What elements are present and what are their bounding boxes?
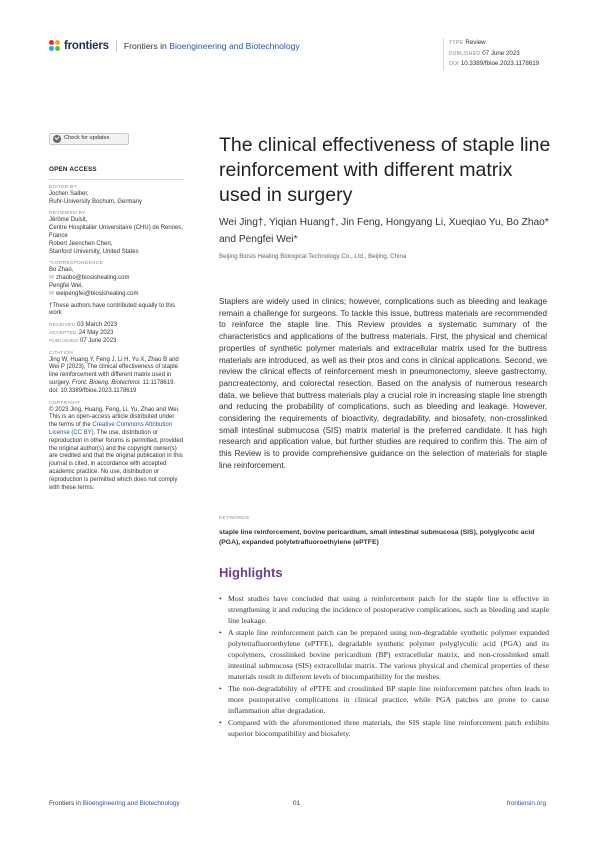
- keywords-label: KEYWORDS: [219, 516, 250, 521]
- abstract: Staplers are widely used in clinics; however, complications such as bleeding and leakage remain a challenge for surgeons. To tackle this issue, buttress materials are recommended to reinforce the staple line. This Review provides a systematic summary of the characteristics and applications of the buttress materials. First, the physical and chemical properties of synthetic polymer materials and extracellular matrix used for the buttress materials are introduced, as well as their pros and cons in clinical applications. Second, we review the clinical effects of reinforcement mesh in pneumonectomy, sleeve gastrectomy, pancreatectomy, and colorectal resection. Based on the analysis of numerous research data, we believe that buttress materials play a crucial role in increasing staple line strength and reducing the probability of complications, such as bleeding and leakage. However, considering the requirements of bioactivity, degradability, and biosafety, non-crosslinked small intestinal submucosa (SIS) matrix material is the preferred candidate. It has high research and application value, but further studies are required to confirm this. The aim of this Review is to provide comprehensive guidance on the selection of materials for staple line reinforcement.: [219, 297, 547, 470]
- journal-name: Bioengineering and Biotechnology: [169, 41, 300, 51]
- article-title: The clinical effectiveness of staple line reinforcement with different matrix used in surgery: [219, 134, 551, 206]
- divider: [49, 179, 184, 180]
- citation: CITATION Jing W, Huang Y, Feng J, Li H, Yu X, Zhao B and Wei P (2023), The clinical effectiveness of staple line reinforcement with different matrix used in surgery. Front. Bioeng. Biotechnol. 11:1178619. doi: 10.3389/fbioe.2023.1178619: [49, 350, 179, 394]
- license-link[interactable]: Creative Commons Attribution License (CC BY): [49, 422, 173, 436]
- highlight-item: • The non-degradability of ePTFE and crosslinked BP staple line reinforcement patches often leads to more postoperative complications in clinical practice, while PGA patches are prone to cause inflammation after degradation.: [219, 683, 549, 716]
- email-zhao[interactable]: ✉ zhaobo@biosishealing.com: [49, 275, 130, 282]
- dates: [49, 322, 184, 345]
- copyright: COPYRIGHT © 2023 Jing, Huang, Feng, Li, Yu, Zhao and Wei. This is an open-access article distributed under the terms of the Creative Commons Attribution License (CC BY). The use, distribution or reproduction in other forums is permitted, provided the original author(s) and the copyright owner(s) are credited and that the original publication in this journal is cited, in accordance with accepted academic practice. No use, distribution or reproduction is permitted which does not comply with these terms.: [49, 400, 184, 491]
- reviewed-by: REVIEWED BY Jérôme Duisit, Centre Hospitalier Universitaire (CHU) de Rennes, France Robert Jeenchen Chen, Stanford University, United States: [49, 211, 184, 255]
- frontiers-logo[interactable]: [49, 40, 300, 52]
- keywords: staple line reinforcement, bovine pericardium, small intestinal submucosa (SIS), polyglycolic acid (PGA), expanded polytetrafluoroethylene (ePTFE): [219, 529, 535, 546]
- logo-divider: [116, 40, 117, 52]
- highlights-heading: Highlights: [219, 565, 283, 580]
- checkmark-icon: [53, 135, 61, 143]
- footer-journal: Frontiers in Bioengineering and Biotechnology: [49, 800, 180, 807]
- email-icon: ✉: [49, 275, 55, 282]
- page-number: 01: [293, 800, 301, 807]
- logo-text: frontiers: [64, 40, 109, 52]
- email-wei[interactable]: ✉ weipengfei@biosishealing.com: [49, 290, 139, 297]
- journal-prefix: Frontiers in: [123, 41, 170, 51]
- edited-by: EDITED BY Jochen Salber, Ruhr-University Bochum, Germany: [49, 184, 143, 205]
- published-date: PUBLISHED 07 June 2023: [49, 337, 117, 344]
- email-icon: ✉: [49, 290, 55, 297]
- highlights-list: [219, 593, 549, 740]
- article-authors: Wei Jing†, Yiqian Huang†, Jin Feng, Hongyang Li, Xueqiao Yu, Bo Zhao* and Pengfei Wei*: [219, 217, 549, 245]
- meta-doi[interactable]: DOI 10.3389/fbioe.2023.1178619: [449, 60, 540, 67]
- received-date: RECEIVED 03 March 2023: [49, 322, 118, 329]
- article-meta: [443, 38, 539, 70]
- correspondence: *CORRESPONDENCE Bo Zhao, ✉ zhaobo@biosishealing.com Pengfei Wei, ✉ weipengfei@biosishealing.com: [49, 260, 184, 298]
- page-header: [49, 38, 546, 67]
- page-footer: [49, 800, 546, 807]
- highlight-item: • Compared with the aforementioned three materials, the SIS staple line reinforcement patch exhibits superior biocompatibility and biosafety.: [219, 717, 549, 739]
- open-access-label: OPEN ACCESS: [49, 166, 97, 173]
- meta-type: TYPE Review: [449, 39, 486, 46]
- sidebar: [49, 133, 184, 496]
- meta-published: PUBLISHED 07 June 2023: [449, 49, 520, 57]
- accepted-date: ACCEPTED 24 May 2023: [49, 329, 114, 336]
- check-for-updates-label: Check for updates: [64, 135, 110, 142]
- highlight-item: • Most studies have concluded that using a reinforcement patch for the staple line is effective in strengthening it and reducing the incidence of postoperative complications, such as bleeding and staple line leakage.: [219, 593, 549, 626]
- footer-site-link[interactable]: frontiersin.org: [506, 800, 546, 807]
- journal-title: [124, 41, 300, 51]
- check-for-updates-button[interactable]: [49, 133, 129, 145]
- author-affiliation: Beijing Biosis Healing Biological Technology Co., Ltd., Beijing, China: [219, 253, 407, 260]
- highlight-item: • A staple line reinforcement patch can be prepared using non-degradable synthetic polymer expanded polytetrafluoroethylene (ePTFE), degradable synthetic polymer polyglycolic acid (PGA) and its copolymers, crosslinked bovine pericardium (BP) extracellular matrix, and non-crosslinked small intestinal submucosa (SIS) extracellular matrix. The various physical and chemical properties of these materials result in different levels of biocompatibility for the meshes.: [219, 627, 549, 682]
- frontiers-logo-icon: [49, 40, 61, 52]
- equal-contribution-note: †These authors have contributed equally to this work: [49, 302, 176, 317]
